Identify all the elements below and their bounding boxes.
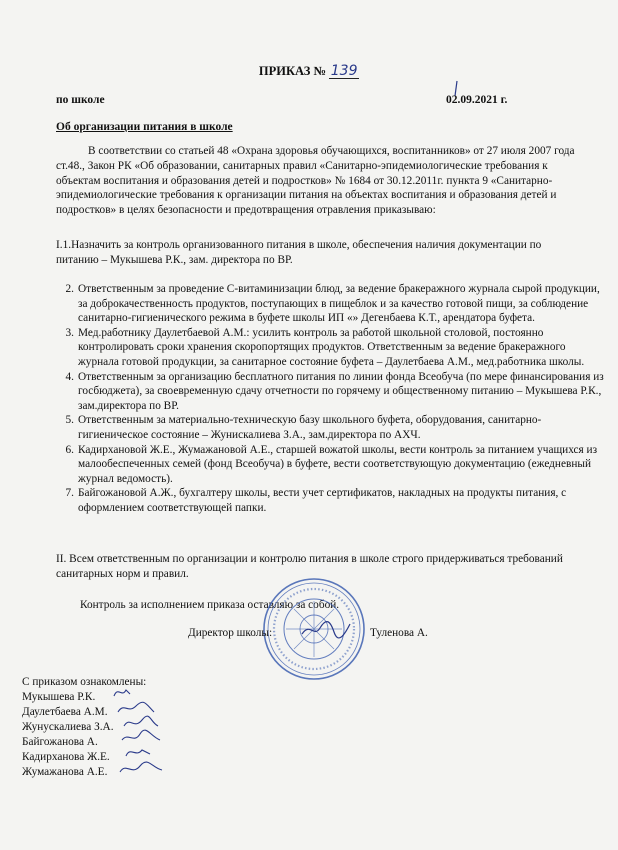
list-item: [65, 326, 604, 370]
order-title-prefix: ПРИКАЗ №: [258, 64, 327, 78]
director-signature: [300, 618, 352, 642]
list-item: [65, 282, 604, 326]
order-number: 139: [330, 63, 358, 79]
control-statement: Контроль за исполнением приказа оставляю за собой.: [80, 599, 340, 611]
list-item-number: 5.: [65, 414, 74, 427]
ack-name-5: Кадирханова Ж.Е.: [22, 751, 110, 763]
list-item: [65, 370, 604, 414]
preamble-paragraph: В соответствии со статьей 48 «Охрана здоровья обучающихся, воспитанников» от 27 июля 2007 года ст.48., Закон РК «Об образовании, санитарных правил «Санитарно-эпидемиологические требования к объектам воспитания и образования детей и подростков» № 1684 от 30.12.2011г. пункта 9 «Санитарно-эпидемиологические требования к организации питания на объектах воспитания и образования детей и подростков» в целях безопасности и предотвращения отравления приказываю:: [56, 145, 575, 217]
ack-name-3: Жунускалиева З.А.: [22, 721, 114, 733]
list-item: [65, 443, 604, 487]
ack-name-6: Жумажанова А.Е.: [22, 766, 108, 778]
order-place: по школе: [56, 94, 105, 106]
list-item: [65, 413, 604, 442]
list-item-number: 6.: [65, 443, 74, 456]
list-item-text: Мед.работнику Даулетбаевой А.М.: усилить контроль за работой школьной столовой, постоянно контролировать сроки хранения скоропортящих продуктов. Ответственным за ведение бракеражного журнала готовой продукции, за санитарное состояние буфета – Даулетбаева А.М., мед.работника школы.: [78, 326, 585, 368]
item-one-label: I.1.: [56, 239, 72, 251]
order-items-list: [56, 282, 604, 516]
list-item-text: Ответственным за проведение С-витаминизации блюд, за ведение бракеражного журнала сырой продукции, за доброкачественность продуктов, поступающих в пищеблок и за качество готовой пищи, за соблюдение санитарно-гигиенического режима в буфете школы ИП «» Дегенбаева К.Т., арендатора буфета.: [78, 283, 600, 325]
acknowledged-heading: С приказом ознакомлены:: [22, 676, 147, 688]
section-two-paragraph: II. Всем ответственным по организации и контролю питания в школе строго придерживаться требований санитарных норм и правил.: [56, 553, 563, 580]
list-item-number: 2.: [65, 283, 74, 295]
ack-name-2: Даулетбаева А.М.: [22, 706, 108, 718]
list-item: [65, 486, 604, 515]
list-item-text: Ответственным за материально-техническую базу школьного буфета, оборудования, санитарно-гигиеническое состояние – Жунискалиева З.А., зам.директора по АХЧ.: [78, 414, 542, 441]
ack-name-1: Мукышева Р.К.: [22, 691, 96, 703]
ack-name-4: Байгожанова А.: [22, 736, 98, 748]
list-item-number: 3.: [65, 326, 74, 339]
director-name: Туленова А.: [370, 627, 428, 639]
item-one-paragraph: [56, 238, 582, 268]
list-item-number: 4.: [65, 370, 74, 383]
order-subject: Об организации питания в школе: [56, 121, 233, 133]
item-one-text: Назначить за контроль организованного питания в школе, обеспечения наличия документации по питанию – Мукышева Р.К., зам. директора по ВР.: [56, 239, 542, 266]
list-item-text: Байгожановой А.Ж., бухгалтеру школы, вести учет сертификатов, накладных на продукты питания, с оформлением соответствующей папки.: [78, 487, 567, 514]
director-role: Директор школы:: [188, 627, 273, 639]
order-title: [0, 64, 618, 79]
acknowledgement-signatures: [108, 682, 178, 786]
list-item-number: 7.: [65, 487, 74, 500]
list-item-text: Кадирхановой Ж.Е., Жумажановой А.Е., старшей вожатой школы, вести контроль за питанием учащихся из малообеспеченных семей (фонд Всеобуча) в буфете, вести соответствующую документацию (ежедневный журнал ведомость).: [78, 443, 598, 485]
list-item-text: Ответственным за организацию бесплатного питания по линии фонда Всеобуча (по мере финансирования из госбюджета), за своевременную сдачу отчетности по горячему и общественному питанию – Мукышева Р.К., зам.директора по ВР.: [78, 370, 604, 412]
order-date: 02.09.2021 г.: [446, 94, 508, 106]
